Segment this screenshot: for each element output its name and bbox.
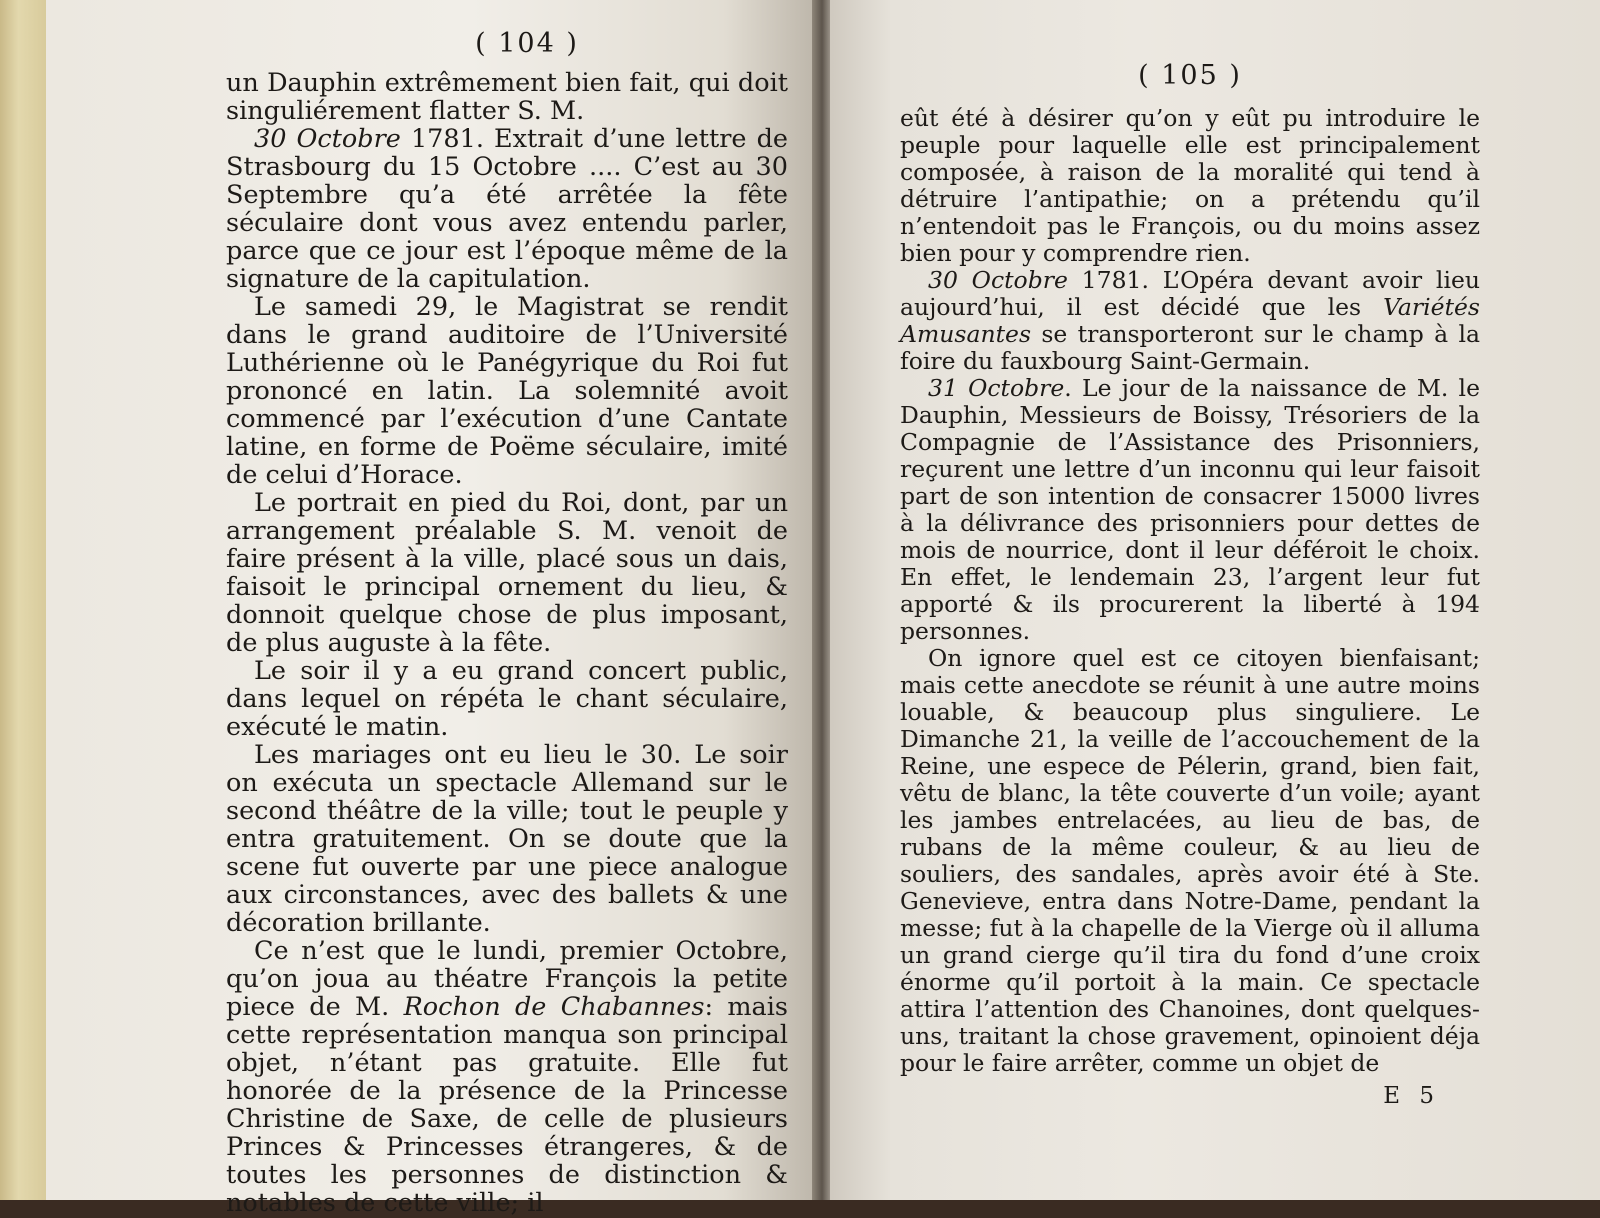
right-paragraph-4: On ignore quel est ce citoyen bienfaisant; mais cette anecdote se réunit à une autre moins louable, & beaucoup plus singuliere. Le Dimanche 21, la veille de l’accouchement de la Reine, une espece de Pélerin, grand, bien fait, vêtu de blanc, la tête couverte d’un voile; ayant les jambes entrelacées, au lieu de bas, de rubans de la même couleur, & au lieu de souliers, des sandales, après avoir été à Ste. Genevieve, entra dans Notre-Dame, pendant la messe; fut à la chapelle de la Vierge où il alluma un grand cierge qu’il tira du fond d’une croix énorme qu’il portoit à la main. Ce spectacle attira l’attention des Chanoines, dont quelques-uns, traitant la chose gravement, opinoient déja pour le faire arrêter, comme un objet de bbox=[900, 644, 1480, 1077]
paragraph-text: se transporteront sur le champ à la foire du fauxbourg Saint-Germain. bbox=[900, 320, 1480, 375]
date-label: 30 Octobre bbox=[928, 266, 1068, 294]
paragraph-text: 1781. L’Opéra devant avoir lieu aujourd’hui, il est décidé que les bbox=[900, 266, 1481, 321]
paragraph-text: . Le jour de la naissance de M. le Dauphin, Messieurs de Boissy, Trésoriers de la Compagnie de l’Assistance des Prisonniers, reçurent une lettre d’un inconnu qui leur faisoit part de son intention de consacrer 15000 livres à la délivrance des prisonniers pour dettes de mois de nourrice, dont il leur déféroit le choix. En effet, le lendemain 23, l’argent leur fut apporté & ils procurerent la liberté à 194 personnes. bbox=[900, 374, 1480, 645]
left-paragraph-2 bbox=[226, 125, 788, 293]
date-label: 30 Octobre bbox=[254, 124, 401, 154]
right-paragraph-1: eût été à désirer qu’on y eût pu introduire le peuple pour laquelle elle est principalement composée, à raison de la moralité qui tend à détruire l’antipathie; on a prétendu qu’il n’entendoit pas le François, ou du moins assez bien pour y comprendre rien. bbox=[900, 104, 1480, 267]
theatre-title: Variétés Amusantes bbox=[900, 293, 1480, 348]
book-gutter bbox=[812, 0, 832, 1200]
paragraph-text: 1781. Extrait d’une lettre de Strasbourg du 15 Octobre .... C’est au 30 Septembre qu’a été arrêtée la fête séculaire dont vous avez entendu parler, parce que ce jour est l’époque même de la signature de la capitulation. bbox=[226, 124, 788, 294]
page-number-left: ( 104 ) bbox=[475, 28, 579, 59]
left-paragraph-6: Les mariages ont eu lieu le 30. Le soir on exécuta un spectacle Allemand sur le second théâtre de la ville; tout le peuple y entra gratuitement. On se doute que la scene fut ouverte par une piece analogue aux circonstances, avec des ballets & une décoration brillante. bbox=[226, 740, 788, 938]
left-paragraph-5: Le soir il y a eu grand concert public, dans lequel on répéta le chant séculaire, exécuté le matin. bbox=[226, 656, 788, 742]
right-paragraph-3 bbox=[900, 375, 1480, 645]
right-paragraph-2 bbox=[900, 267, 1480, 375]
left-paragraph-4: Le portrait en pied du Roi, dont, par un arrangement préalable S. M. venoit de faire présent à la ville, placé sous un dais, faisoit le principal ornement du lieu, & donnoit quelque chose de plus imposant, de plus auguste à la fête. bbox=[226, 488, 788, 658]
left-paragraph-7 bbox=[226, 937, 788, 1217]
page-number-right: ( 105 ) bbox=[1138, 60, 1242, 91]
right-page bbox=[830, 0, 1600, 1200]
left-page bbox=[46, 0, 816, 1218]
page-edges bbox=[0, 0, 46, 1200]
left-paragraph-3: Le samedi 29, le Magistrat se rendit dans le grand auditoire de l’Université Luthérienne où le Panégyrique du Roi fut prononcé en latin. La solemnité avoit commencé par l’exécution d’une Cantate latine, en forme de Poëme séculaire, imité de celui d’Horace. bbox=[226, 292, 788, 490]
paragraph-text: Ce n’est que le lundi, premier Octobre, qu’on joua au théatre François la petite piece de M. bbox=[226, 936, 788, 1022]
date-label: 31 Octobre bbox=[928, 374, 1065, 402]
author-name: Rochon de Chabannes bbox=[403, 992, 705, 1022]
left-paragraph-1: un Dauphin extrêmement bien fait, qui doit singuliérement flatter S. M. bbox=[226, 68, 788, 126]
signature-mark: E 5 bbox=[1383, 1083, 1440, 1109]
paragraph-text: : mais cette représentation manqua son principal objet, n’étant pas gratuite. Elle fut honorée de la présence de la Princesse Christine de Saxe, de celle de plusieurs Princes & Princesses étrangeres, & de toutes les personnes de distinction & notables de cette ville; il bbox=[226, 992, 788, 1218]
